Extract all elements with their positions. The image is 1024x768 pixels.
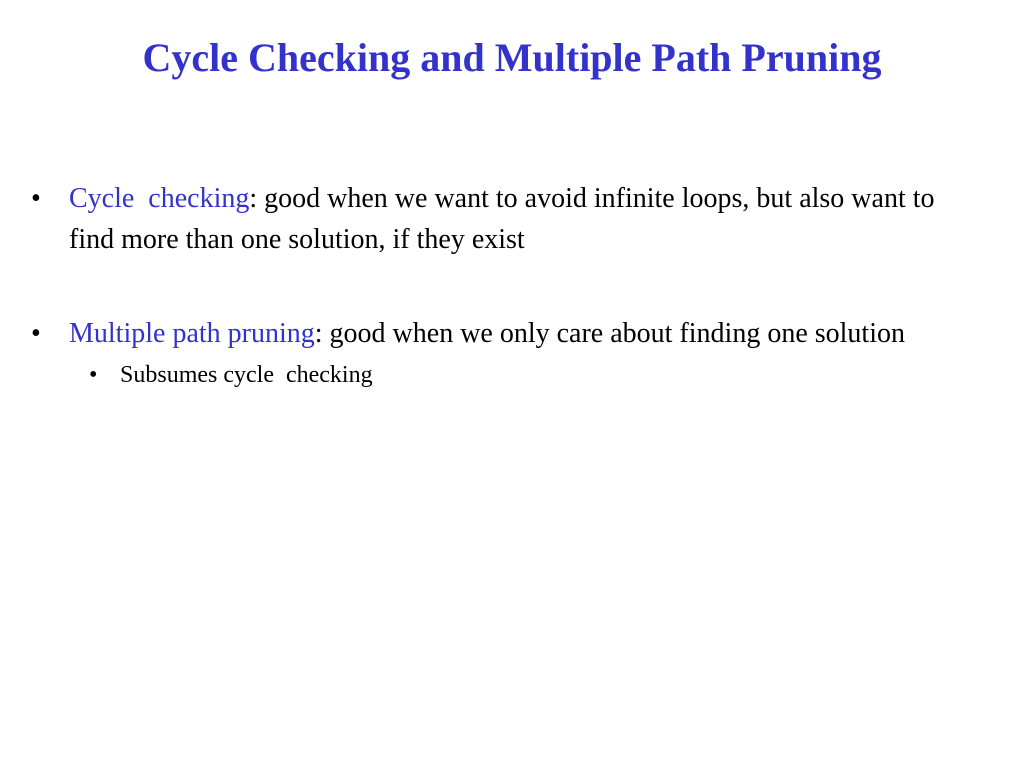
sub-bullet-text: Subsumes cycle checking <box>120 362 373 388</box>
sub-bullet-marker: • <box>89 362 98 388</box>
slide-title: Cycle Checking and Multiple Path Pruning <box>142 35 882 80</box>
bullet-term: Cycle checking <box>69 183 250 214</box>
bullet-marker: • <box>31 183 41 214</box>
bullet-item-cycle-checking <box>0 178 1024 260</box>
bullet-term: Multiple path pruning <box>69 318 315 349</box>
sub-bullet-item <box>69 360 984 390</box>
bullet-marker: • <box>31 318 41 349</box>
bullet-list <box>0 178 1024 443</box>
bullet-text: : good when we want to avoid infinite loops, but also want to find more than one solution, if they exist <box>69 183 935 255</box>
bullet-item-multiple-path-pruning <box>0 313 1024 390</box>
bullet-text: : good when we only care about finding one solution <box>314 318 905 349</box>
sub-bullet-list <box>69 360 984 390</box>
